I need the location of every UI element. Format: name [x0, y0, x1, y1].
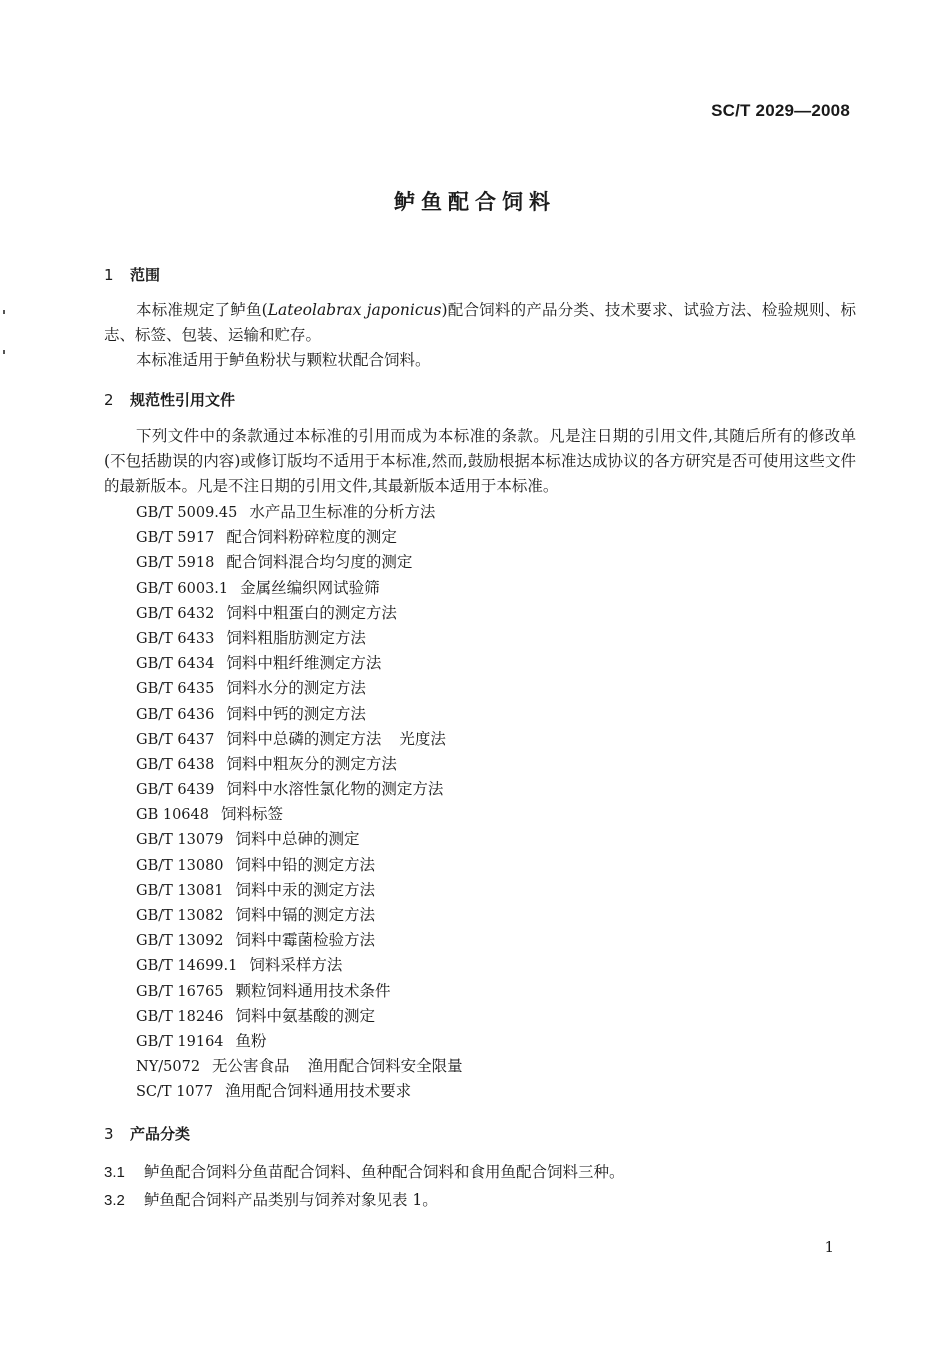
reference-code: GB/T 6436	[136, 706, 215, 723]
section-heading-classification	[104, 1123, 190, 1144]
reference-title: 渔用配合饲料通用技术要求	[225, 1082, 412, 1101]
section-heading-scope	[104, 264, 160, 285]
reference-item	[136, 979, 463, 1004]
reference-code: GB/T 13081	[136, 882, 224, 899]
reference-title: 饲料中粗蛋白的测定方法	[226, 603, 397, 622]
reference-code: GB/T 5918	[136, 555, 215, 572]
reference-title: 饲料中钙的测定方法	[226, 704, 366, 723]
standard-code: SC/T 2029—2008	[711, 101, 850, 120]
reference-item	[136, 903, 463, 928]
reference-code: GB/T 13092	[136, 933, 224, 950]
reference-item	[136, 576, 463, 601]
reference-title: 鱼粉	[235, 1031, 267, 1050]
reference-title: 无公害食品	[212, 1057, 290, 1076]
reference-code: GB/T 6003.1	[136, 580, 229, 597]
scope-text-b: )配合饲料的产品分类、技术要求、试验方法、检验规则、标志、标签、包装、运输和贮存。	[104, 301, 856, 344]
reference-code: GB/T 19164	[136, 1033, 224, 1050]
reference-title: 水产品卫生标准的分析方法	[249, 503, 436, 521]
reference-code: GB/T 5917	[136, 530, 215, 547]
reference-item	[136, 702, 463, 727]
reference-title: 饲料水分的测定方法	[226, 679, 366, 698]
reference-title: 饲料中粗灰分的测定方法	[226, 754, 397, 773]
reference-title: 饲料中霉菌检验方法	[235, 931, 376, 950]
reference-item	[136, 777, 463, 802]
reference-item	[136, 525, 463, 550]
reference-code: GB 10648	[136, 807, 209, 824]
reference-title: 饲料中铅的测定方法	[235, 855, 376, 874]
reference-item	[136, 878, 463, 903]
reference-title: 饲料中镉的测定方法	[235, 906, 376, 924]
reference-subtitle: 光度法	[399, 729, 446, 748]
page-number: 1	[824, 1238, 834, 1256]
reference-code: GB/T 13079	[136, 832, 224, 849]
reference-code: GB/T 13082	[136, 908, 224, 924]
reference-code: GB/T 14699.1	[136, 958, 238, 975]
scan-edge-mark	[3, 350, 5, 354]
reference-list	[136, 500, 463, 1105]
reference-title: 金属丝编织网试验筛	[240, 578, 380, 597]
reference-code: GB/T 18246	[136, 1008, 224, 1025]
scope-text-a: 本标准规定了鲈鱼(	[136, 301, 268, 319]
reference-title: 饲料中总砷的测定	[235, 830, 360, 849]
reference-code: GB/T 6432	[136, 605, 215, 622]
reference-code: GB/T 6434	[136, 656, 215, 673]
reference-code: GB/T 6433	[136, 630, 215, 647]
clause-text: 鲈鱼配合饲料产品类别与饲养对象见表 1。	[144, 1191, 438, 1209]
reference-title: 饲料中总磷的测定方法	[226, 729, 382, 748]
clause-number: 3.1	[104, 1164, 125, 1181]
reference-item	[136, 752, 463, 777]
section-title: 规范性引用文件	[130, 391, 236, 409]
clause-number: 3.2	[104, 1192, 125, 1209]
reference-item	[136, 601, 463, 626]
reference-code: GB/T 13080	[136, 857, 224, 874]
reference-title: 饲料标签	[220, 805, 283, 824]
reference-title: 饲料中粗纤维测定方法	[226, 654, 382, 673]
reference-item	[136, 1004, 463, 1029]
reference-title: 颗粒饲料通用技术条件	[235, 981, 391, 1000]
document-title: 鲈鱼配合饲料	[394, 190, 556, 214]
scan-edge-mark	[3, 310, 5, 314]
clause-3-2	[104, 1188, 438, 1210]
reference-item	[136, 953, 463, 978]
reference-subtitle: 渔用配合饲料安全限量	[307, 1057, 463, 1076]
section-title: 产品分类	[130, 1125, 191, 1143]
reference-code: GB/T 6435	[136, 681, 215, 698]
reference-title: 饲料中氨基酸的测定	[235, 1006, 376, 1025]
reference-item	[136, 676, 463, 701]
scope-latin-name: Lateolabrax japonicus	[267, 301, 442, 319]
section-title: 范围	[130, 266, 161, 284]
reference-code: NY/5072	[136, 1059, 201, 1076]
reference-item	[136, 827, 463, 852]
reference-item	[136, 500, 463, 525]
reference-item	[136, 1079, 463, 1104]
section-number: 3	[104, 1125, 114, 1143]
reference-item	[136, 727, 463, 752]
reference-item	[136, 1029, 463, 1054]
reference-title: 配合饲料粉碎粒度的测定	[226, 528, 397, 547]
reference-code: GB/T 6438	[136, 756, 215, 773]
reference-item	[136, 651, 463, 676]
clause-text: 鲈鱼配合饲料分鱼苗配合饲料、鱼种配合饲料和食用鱼配合饲料三种。	[144, 1163, 625, 1181]
reference-code: GB/T 5009.45	[136, 505, 238, 521]
section-heading-normative	[104, 389, 235, 410]
section-number: 1	[104, 266, 114, 284]
reference-item	[136, 853, 463, 878]
reference-item	[136, 550, 463, 575]
reference-code: GB/T 6437	[136, 731, 215, 748]
reference-item	[136, 802, 463, 827]
section-number: 2	[104, 391, 114, 409]
reference-item	[136, 626, 463, 651]
reference-code: GB/T 6439	[136, 782, 215, 799]
normative-intro: 下列文件中的条款通过本标准的引用而成为本标准的条款。凡是注日期的引用文件,其随后所有的修改单(不包括勘误的内容)或修订版均不适用于本标准,然而,鼓励根据本标准达成协议的各方研究是否可使用这些文件的最新版本。凡是不注日期的引用文件,其最新版本适用于本标准。	[104, 427, 856, 495]
clause-3-1	[104, 1160, 625, 1182]
reference-item	[136, 928, 463, 953]
reference-title: 饲料采样方法	[249, 956, 343, 975]
reference-code: SC/T 1077	[136, 1084, 214, 1101]
scope-applicability: 本标准适用于鲈鱼粉状与颗粒状配合饲料。	[136, 351, 431, 369]
reference-title: 饲料中汞的测定方法	[235, 880, 376, 899]
scope-paragraph	[104, 298, 856, 348]
reference-title: 饲料粗脂肪测定方法	[226, 628, 366, 647]
reference-title: 配合饲料混合均匀度的测定	[226, 553, 413, 572]
reference-item	[136, 1054, 463, 1079]
reference-code: GB/T 16765	[136, 983, 224, 1000]
reference-title: 饲料中水溶性氯化物的测定方法	[226, 780, 444, 799]
